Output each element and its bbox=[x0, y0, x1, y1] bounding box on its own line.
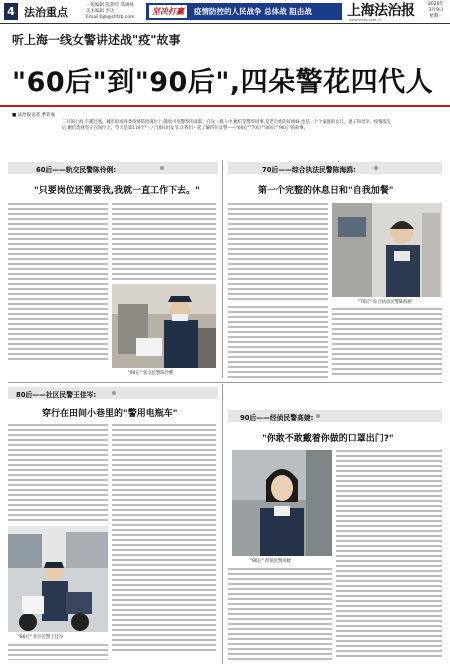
body-text bbox=[228, 203, 328, 303]
section-label-60s: 60后——轨交民警陈伶俐: bbox=[36, 166, 117, 174]
photo-caption-70s: "70后" 综合执法民警陈海鸥 bbox=[358, 300, 412, 305]
website-url: www.shfzb.com.cn bbox=[349, 18, 382, 22]
article-title: "60后"到"90后",四朵警花四代人 bbox=[12, 67, 434, 98]
article-byline: ■ 法治报记者 季钦豪 bbox=[12, 113, 56, 118]
campaign-banner bbox=[146, 3, 342, 20]
photo-caption-80s: "80后" 社区民警王佳岑 bbox=[18, 635, 64, 640]
section-subtitle-70s: 第一个完整的休息日和"自我加餐" bbox=[258, 186, 394, 196]
banner-text: 疫情防控的人民战争 总体战 阻击战 bbox=[194, 7, 312, 16]
issue-date bbox=[424, 2, 448, 20]
photo-70s-officer bbox=[332, 203, 442, 297]
column-divider bbox=[222, 384, 223, 664]
body-text bbox=[228, 306, 328, 378]
body-text bbox=[8, 424, 108, 522]
masthead bbox=[0, 0, 450, 24]
section-label-90s: 90后——经侦民警高婕: bbox=[240, 414, 314, 422]
body-text bbox=[336, 450, 442, 660]
section-dot bbox=[374, 166, 378, 170]
column-divider bbox=[222, 160, 223, 378]
section-label-70s: 70后——综合执法民警陈海鸥: bbox=[262, 166, 356, 174]
section-dot bbox=[112, 391, 116, 395]
body-text bbox=[332, 308, 442, 378]
editor-line: 美术编辑 李达 bbox=[86, 9, 115, 14]
page-number: 4 bbox=[4, 3, 18, 20]
photo-caption-90s: "90后" 经侦民警高婕 bbox=[250, 559, 291, 564]
date-weekday: 星期一 bbox=[429, 14, 443, 19]
date-day: 3月9日 bbox=[428, 8, 444, 13]
photo-80s-officer bbox=[8, 526, 108, 632]
date-year: 2020年 bbox=[428, 2, 444, 7]
body-text bbox=[228, 568, 332, 660]
row-divider bbox=[8, 382, 442, 383]
title-rule bbox=[0, 105, 450, 107]
section-subtitle-80s: 穿行在田间小巷里的"警用电瓶车" bbox=[42, 409, 178, 419]
photo-caption-60s: "60后" 轨交民警陈伶俐 bbox=[128, 371, 174, 376]
banner-tag: 坚决打赢 bbox=[149, 5, 187, 18]
section-label-80s: 80后——社区民警王佳岑: bbox=[16, 391, 97, 399]
editor-line: 一版编辑 陈梦吟 邵锡林 bbox=[86, 3, 134, 8]
section-subtitle-90s: "你敢不敢戴着你做的口罩出门?" bbox=[262, 434, 394, 444]
section-dot bbox=[316, 414, 320, 418]
editor-email: Email:bjb@shfzb.com bbox=[86, 15, 135, 20]
body-text bbox=[112, 424, 216, 654]
body-text bbox=[112, 203, 216, 281]
section-subtitle-60s: "只要岗位还需要我,我就一直工作下去。" bbox=[34, 186, 200, 196]
body-text bbox=[8, 203, 108, 363]
editors-info bbox=[86, 3, 144, 21]
newspaper-logo: 上海法治报 bbox=[347, 3, 415, 19]
photo-60s-officer bbox=[112, 284, 216, 368]
section-dot bbox=[160, 166, 164, 170]
article-intro: 二月的上海,乍暖还寒。城市形成各类疫情防控岗位上,随处可见警察的身影。在这一群人中,她们是警察同事,是老百姓的好姐妹,也是一个个家庭的女儿、妻子和母亲。疫情发生后,她们选择坚守在岗位上。今天是第110个"三八"国际妇女节,让我们一起了解四位女警——"60后""70后""80后""90后"的故事。 bbox=[62, 120, 392, 132]
body-text bbox=[8, 644, 108, 660]
article-kicker: 听上海一线女警讲述战"疫"故事 bbox=[12, 33, 181, 47]
section-name: 法治重点 bbox=[24, 6, 68, 19]
photo-90s-officer bbox=[232, 450, 332, 556]
